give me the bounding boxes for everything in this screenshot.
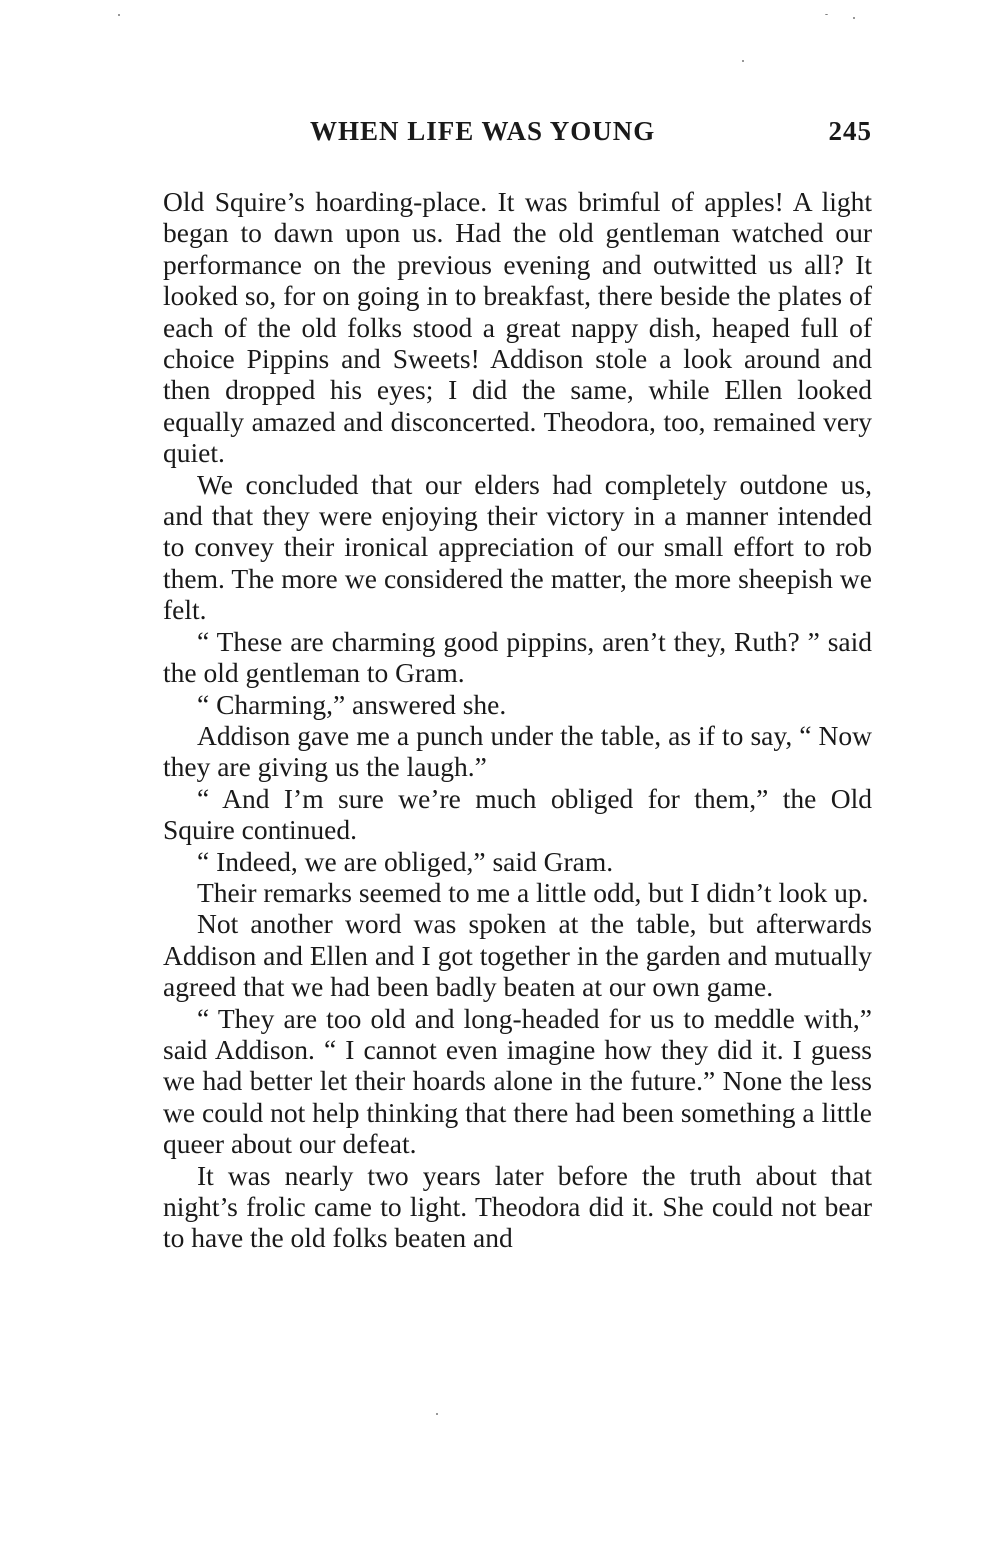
scan-speck [436,1413,438,1415]
paragraph: “ They are too old and long-headed for us to meddle with,” said Addison. “ I cannot even imagine how they did it. I guess we had better let their hoards alone in the future.” None the less we could not help thinking that there had been something a little queer about our defeat. [163,1002,872,1160]
scan-speck [118,14,120,16]
paragraph: It was nearly two years later before the truth about that night’s frolic came to light. Theodora did it. She could not bear to have the old folks beaten and [163,1159,872,1254]
scan-speck [853,17,855,19]
paragraph: Addison gave me a punch under the table, as if to say, “ Now they are giving us the laugh.” [163,719,872,783]
paragraph: We concluded that our elders had completely outdone us, and that they were enjoying their victory in a manner intended to convey their ironical appreciation of our small effort to rob them. The more we considered the matter, the more sheepish we felt. [163,468,872,626]
page-header [310,116,872,156]
paragraph: Their remarks seemed to me a little odd, but I didn’t look up. [197,876,869,908]
paragraph: Not another word was spoken at the table, but afterwards Addison and Ellen and I got together in the garden and mutually agreed that we had been badly beaten at our own game. [163,908,872,1003]
running-title: WHEN LIFE WAS YOUNG [310,116,656,146]
body-text [163,186,872,1254]
paragraph: “ Charming,” answered she. [197,688,507,720]
paragraph: “ Indeed, we are obliged,” said Gram. [197,845,614,877]
scan-speck [742,60,744,62]
scan-speck [825,14,828,15]
paragraph: “ And I’m sure we’re much obliged for them,” the Old Squire continued. [163,782,872,846]
page-number: 245 [828,116,872,146]
paragraph: “ These are charming good pippins, aren’t they, Ruth? ” said the old gentleman to Gram. [163,625,872,689]
paragraph: Old Squire’s hoarding-place. It was brimful of apples! A light began to dawn upon us. Had the old gentleman watched our performance on the previous evening and outwitted us all? It looked so, for on going in to breakfast, there beside the plates of each of the old folks stood a great nappy dish, heaped full of choice Pippins and Sweets! Addison stole a look around and then dropped his eyes; I did the same, while Ellen looked equally amazed and disconcerted. Theodora, too, remained very quiet. [163,186,872,469]
